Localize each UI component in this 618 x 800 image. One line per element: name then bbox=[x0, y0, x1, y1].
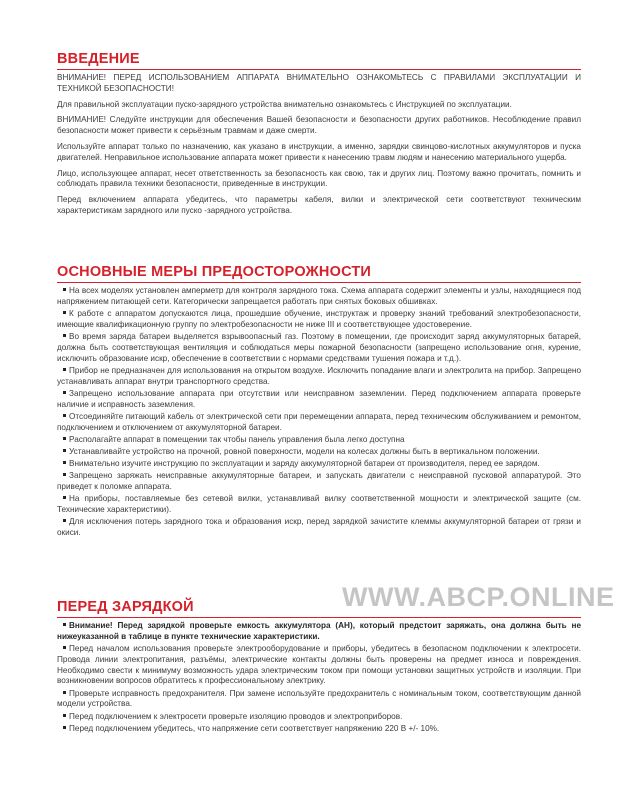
precaution-item: Запрещено использование аппарата при отсутствии или неисправном заземлении. Перед подключением аппарата проверьте наличие и исправность заземления. bbox=[57, 388, 581, 409]
bullet-icon bbox=[63, 368, 66, 371]
bullet-icon bbox=[63, 334, 66, 337]
precautions-heading-rule bbox=[57, 282, 581, 283]
bullet-icon bbox=[63, 414, 66, 417]
bullet-icon bbox=[63, 437, 66, 440]
watermark-text: WWW.ABCP.ONLINE bbox=[342, 582, 615, 612]
charging-item: Перед началом использования проверьте электрооборудование и приборы, убедитесь в безопасном подключении к электросети. Провода линии электропитания, разъёмы, электрические контакты должны быть проверены на предмет износа и повреждения. Необходимо свести к минимуму возможность удара электрическим током при помощи установки защитных устройств и изоляции. При возникновении вопросов обратитесь к профессиональному электрику. bbox=[57, 643, 581, 686]
bullet-icon bbox=[63, 391, 66, 394]
intro-heading: ВВЕДЕНИЕ bbox=[57, 51, 140, 67]
before-charging-heading: ПЕРЕД ЗАРЯДКОЙ bbox=[57, 599, 194, 615]
precaution-item: На приборы, поставляемые без сетевой вилки, устанавливай вилку соответственной мощности и электрической защите (см. Технические характеристики). bbox=[57, 494, 581, 515]
precaution-item: Во время заряда батареи выделяется взрывоопасный газ. Поэтому в помещении, где происходит заряд аккумуляторных батарей, должна быть соответствующая вентиляция и соблюдаться меры пожарной безопасности (запрещено использование огня, курение, исключить образование искр, обеспечение в соответствии с нормами средствами тушения пожара и т.д.). bbox=[57, 331, 581, 363]
precaution-item: Запрещено заряжать неисправные аккумуляторные батареи, и запускать двигатели с неисправной пусковой аппаратурой. Это приведет к поломке аппарата. bbox=[57, 471, 581, 492]
intro-paragraph: Перед включением аппарата убедитесь, что параметры кабеля, вилки и электрической сети соответствуют техническим характеристикам зарядного или пуско -зарядного устройства. bbox=[57, 195, 581, 215]
bullet-icon bbox=[63, 288, 66, 291]
bullet-icon bbox=[63, 714, 66, 717]
intro-section bbox=[57, 51, 581, 222]
bullet-icon bbox=[63, 726, 66, 729]
charging-item: Проверьте исправность предохранителя. При замене используйте предохранитель с номинальным током, соответствующим данной модели устройства. bbox=[57, 688, 581, 709]
intro-paragraph: Используйте аппарат только по назначению, как указано в инструкции, а именно, зарядки свинцово-кислотных аккумуляторов и пуска двигателей. Неправильное использование аппарата может привести к нанесению травм людям и нанесению материального ущерба. bbox=[57, 141, 581, 162]
bullet-icon bbox=[63, 691, 66, 694]
bullet-icon bbox=[63, 473, 66, 476]
precaution-item: Располагайте аппарат в помещении так чтобы панель управления была легко доступна bbox=[57, 435, 581, 446]
intro-paragraph: ВНИМАНИЕ! Следуйте инструкции для обеспечения Вашей безопасности и безопасности других работников. Несоблюдение правил безопасности может привести к серьёзным травмам и даже смерти. bbox=[57, 115, 581, 136]
precaution-item: К работе с аппаратом допускаются лица, прошедшие обучение, инструктаж и проверку знаний требований электробезопасности, имеющие квалификационную группу по электробезопасности не ниже III и соответствующее удостоверение. bbox=[57, 308, 581, 329]
before-charging-section bbox=[57, 599, 581, 736]
precaution-item: Устанавливайте устройство на прочной, ровной поверхности, модели на колесах должны быть в вертикальном положении. bbox=[57, 447, 581, 458]
intro-paragraph: Лицо, использующее аппарат, несет ответственность за безопасность как свою, так и других лиц. Поэтому важно прочитать, помнить и соблюдать правила техники безопасности, приведенные в инструкции. bbox=[57, 168, 581, 189]
bullet-icon bbox=[63, 519, 66, 522]
intro-paragraph: Для правильной эксплуатации пуско-зарядного устройства внимательно ознакомьтесь с Инструкцией по эксплуатации. bbox=[57, 99, 512, 109]
bullet-icon bbox=[63, 461, 66, 464]
charging-item: Перед подключением к электросети проверьте изоляцию проводов и электроприборов. bbox=[57, 712, 581, 723]
precaution-item: Прибор не предназначен для использования на открытом воздухе. Исключить попадание влаги и электролита на прибор. Запрещено устанавливать аппарат внутри транспортного средства. bbox=[57, 365, 581, 386]
precaution-item: Для исключения потерь зарядного тока и образования искр, перед зарядкой зачистите клеммы аккумуляторной батареи от грязи и окиси. bbox=[57, 517, 581, 538]
precautions-heading: ОСНОВНЫЕ МЕРЫ ПРЕДОСТОРОЖНОСТИ bbox=[57, 264, 372, 280]
precaution-item: Отсоединяйте питающий кабель от электрической сети при перемещении аппарата, перед техническим обслуживанием и ремонтом, подключением и отключением от аккумуляторной батареи. bbox=[57, 411, 581, 432]
precaution-item: На всех моделях установлен амперметр для контроля зарядного тока. Схема аппарата содержит элементы и узлы, находящиеся под напряжением питающей сети. Категорически запрещается работать при снятых боковых обшивках. bbox=[57, 286, 581, 306]
before-charging-heading-rule bbox=[57, 617, 581, 618]
intro-paragraph: ВНИМАНИЕ! ПЕРЕД ИСПОЛЬЗОВАНИЕМ АППАРАТА ВНИМАТЕЛЬНО ОЗНАКОМЬТЕСЬ С ПРАВИЛАМИ ЭКСПЛУАТАЦИИ И ТЕХНИКОЙ БЕЗОПАСНОСТИ! bbox=[57, 73, 581, 93]
charging-warning: Внимание! Перед зарядкой проверьте емкость аккумулятора (АН), который предстоит заряжать, она должна быть не нижеуказанной в таблице в пункте технические характеристики. bbox=[57, 621, 581, 641]
bullet-icon bbox=[63, 449, 66, 452]
bullet-icon bbox=[63, 623, 66, 626]
precaution-item: Внимательно изучите инструкцию по эксплуатации и заряду аккумуляторной батареи от производителя, перед ее зарядом. bbox=[57, 459, 581, 470]
charging-item: Перед подключением убедитесь, что напряжение сети соответствует напряжению 220 В +/- 10%. bbox=[57, 724, 581, 735]
bullet-icon bbox=[63, 646, 66, 649]
precautions-section bbox=[57, 264, 581, 540]
bullet-icon bbox=[63, 311, 66, 314]
bullet-icon bbox=[63, 496, 66, 499]
intro-heading-rule bbox=[57, 69, 581, 70]
